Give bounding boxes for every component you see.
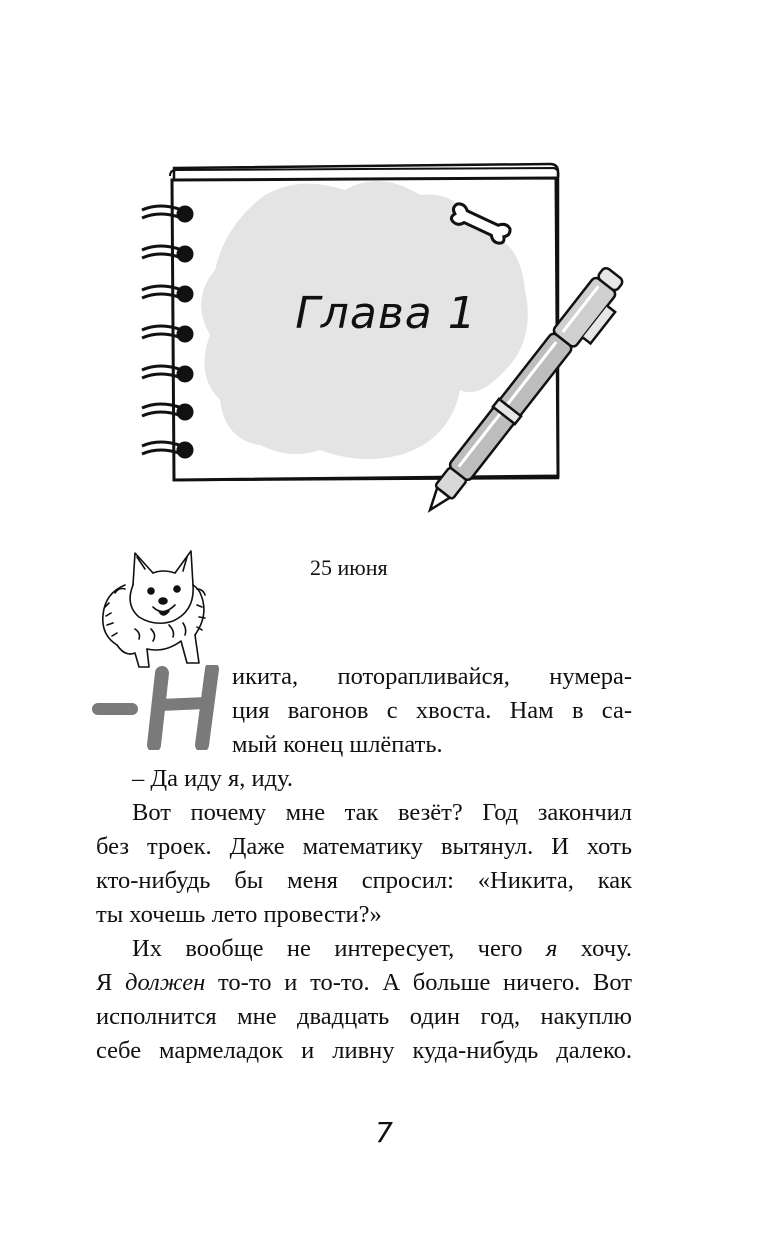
emphasis: я xyxy=(545,935,558,962)
paragraph-4-line-3: исполнится мне двадцать один год, накуплю xyxy=(96,1003,632,1030)
paragraph-4-line-4: себе мармеладок и ливну куда-нибудь далеко. xyxy=(96,1037,632,1064)
chapter-title: Глава 1 xyxy=(295,288,477,339)
text-run: то-то и то-то. А больше ничего. Вот xyxy=(205,969,633,996)
dropcap-letter xyxy=(92,665,227,750)
paragraph-1-line-1: икита, поторапливайся, нумера- xyxy=(232,663,632,690)
paragraph-1-line-2: ция вагонов с хвоста. Нам в са- xyxy=(232,697,632,724)
paragraph-1-line-3: мый конец шлёпать. xyxy=(232,731,443,758)
paragraph-4-line-1 xyxy=(132,932,632,966)
paragraph-3-line-1: Вот почему мне так везёт? Год закончил xyxy=(132,799,632,826)
date-heading: 25 июня xyxy=(310,555,388,580)
paragraph-3-line-2: без троек. Даже математику вытянул. И хоть xyxy=(96,833,632,860)
paragraph-2-line-1: – Да иду я, иду. xyxy=(132,765,294,792)
text-run: хочу. xyxy=(557,935,632,962)
paragraph-3-line-4: ты хочешь лето провести?» xyxy=(96,901,382,928)
paragraph-3-line-3: кто-нибудь бы меня спросил: «Никита, как xyxy=(96,867,632,894)
page-number: 7 xyxy=(375,1116,393,1149)
emphasis: должен xyxy=(125,969,206,996)
text-run: Я xyxy=(96,969,126,996)
text-run: Их вообще не интересует, чего xyxy=(132,935,546,962)
corgi-illustration xyxy=(95,545,215,670)
paragraph-4-line-2 xyxy=(96,966,632,1000)
